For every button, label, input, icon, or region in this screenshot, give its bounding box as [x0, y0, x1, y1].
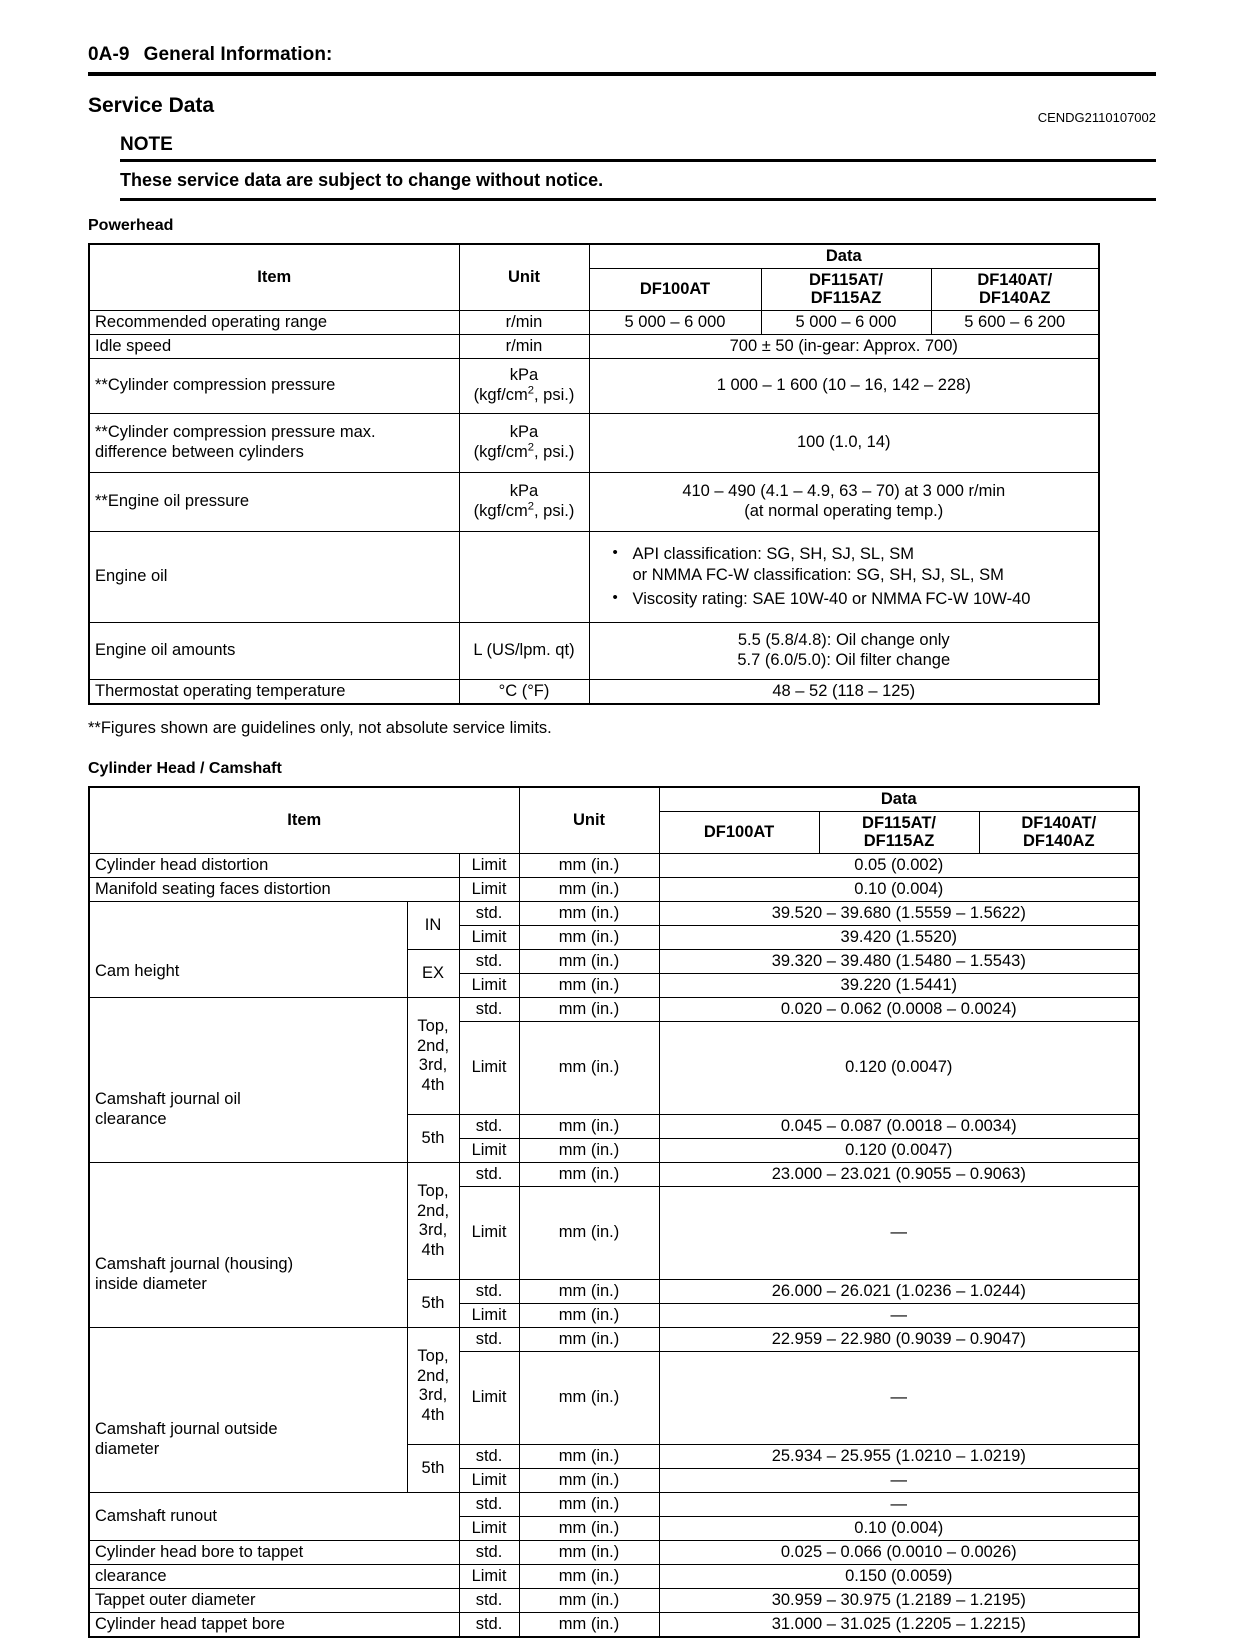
row-unit: mm (in.): [519, 1540, 659, 1564]
row-unit: mm (in.): [519, 1138, 659, 1162]
row-value-all: —: [659, 1303, 1139, 1327]
row-subgroup-line2: 2nd,: [416, 1366, 450, 1385]
row-unit: mm (in.): [519, 877, 659, 901]
col-header-data: Data: [659, 787, 1139, 812]
row-subgroup-line1: Top,: [417, 1017, 449, 1036]
row-unit-suffix: , psi.): [534, 501, 575, 520]
table-row: [89, 472, 1099, 531]
col-header-df140-line2: DF140AZ: [1023, 832, 1095, 851]
row-value-df115: 5 000 – 6 000: [761, 310, 931, 334]
list-item: [613, 589, 1094, 610]
col-header-df100at: DF100AT: [659, 811, 819, 853]
row-value-df140: 5 600 – 6 200: [931, 310, 1099, 334]
col-header-df115-line2: DF115AZ: [863, 832, 935, 851]
table-row: [89, 997, 1139, 1021]
header-divider: [88, 72, 1156, 76]
list-item: [613, 544, 1094, 587]
row-item: Thermostat operating temperature: [89, 679, 459, 704]
row-unit: mm (in.): [519, 1351, 659, 1444]
row-value-all: 23.000 – 23.021 (0.9055 – 0.9063): [659, 1162, 1139, 1186]
row-group-label: Camshaft runout: [89, 1492, 459, 1540]
row-value-all: 0.020 – 0.062 (0.0008 – 0.0024): [659, 997, 1139, 1021]
table-row: [89, 1588, 1139, 1612]
row-value-all: 1 000 – 1 600 (10 – 16, 142 – 228): [589, 358, 1099, 413]
table-row: [89, 1612, 1139, 1637]
note-label: NOTE: [120, 134, 173, 155]
row-unit-prefix: (kgf/cm: [473, 442, 528, 461]
row-item-line1: **Cylinder compression pressure max.: [95, 423, 376, 442]
row-item: **Engine oil pressure: [89, 472, 459, 531]
engine-oil-bullet-list: [595, 544, 1094, 610]
note-bottom-divider: [120, 198, 1156, 201]
row-value-all: 39.320 – 39.480 (1.5480 – 1.5543): [659, 949, 1139, 973]
row-qualifier: std.: [459, 1540, 519, 1564]
table-row: [89, 310, 1099, 334]
row-value-all: 25.934 – 25.955 (1.0210 – 1.0219): [659, 1444, 1139, 1468]
row-qualifier: std.: [459, 1588, 519, 1612]
row-unit: [459, 413, 589, 472]
row-subgroup-line1: Top,: [417, 1182, 449, 1201]
row-value-all: 31.000 – 31.025 (1.2205 – 1.2215): [659, 1612, 1139, 1637]
row-qualifier: std.: [459, 1162, 519, 1186]
row-unit-line1: kPa: [509, 482, 539, 501]
row-unit-line2: [465, 502, 584, 521]
row-unit: mm (in.): [519, 997, 659, 1021]
row-unit: r/min: [459, 334, 589, 358]
row-item-line2: difference between cylinders: [95, 442, 304, 461]
table-row: [89, 1162, 1139, 1186]
row-value-all: 0.05 (0.002): [659, 853, 1139, 877]
row-item: Cylinder head tappet bore: [89, 1612, 459, 1637]
row-item: **Cylinder compression pressure: [89, 358, 459, 413]
row-value-all: [589, 531, 1099, 622]
row-qualifier: Limit: [459, 1351, 519, 1444]
row-value-all: 0.150 (0.0059): [659, 1564, 1139, 1588]
row-qualifier: std.: [459, 1492, 519, 1516]
row-unit: mm (in.): [519, 925, 659, 949]
row-unit-superscript: 2: [527, 384, 534, 397]
row-group-label: [89, 1162, 407, 1327]
row-unit: L (US/lpm. qt): [459, 622, 589, 679]
row-subgroup-label: [407, 1327, 459, 1444]
col-header-df140: [931, 269, 1099, 311]
row-unit: mm (in.): [519, 1114, 659, 1138]
table-row: [89, 531, 1099, 622]
row-subgroup-line2: 2nd,: [416, 1036, 450, 1055]
row-unit-prefix: (kgf/cm: [473, 501, 528, 520]
row-unit-prefix: (kgf/cm: [473, 385, 528, 404]
col-header-item: Item: [89, 244, 459, 310]
row-unit: mm (in.): [519, 1327, 659, 1351]
col-header-df115-line1: DF115AT/: [809, 271, 883, 289]
section-title: General Information:: [143, 44, 333, 65]
row-item: Idle speed: [89, 334, 459, 358]
row-qualifier: Limit: [459, 1021, 519, 1114]
col-header-unit: Unit: [459, 244, 589, 310]
row-subgroup-label: 5th: [407, 1279, 459, 1327]
table-row: [89, 853, 1139, 877]
row-qualifier: Limit: [459, 853, 519, 877]
row-unit: [459, 472, 589, 531]
row-qualifier: Limit: [459, 1303, 519, 1327]
col-header-df140-line1: DF140AT/: [977, 271, 1053, 289]
row-subgroup-label: EX: [407, 949, 459, 997]
page-header: [88, 44, 1156, 72]
row-subgroup-label: [407, 1162, 459, 1279]
row-group-line1: Camshaft journal outside: [95, 1420, 278, 1439]
row-unit: mm (in.): [519, 1279, 659, 1303]
row-group-label: [89, 997, 407, 1162]
powerhead-heading: Powerhead: [88, 217, 174, 234]
row-subgroup-label: IN: [407, 901, 459, 949]
table-row: [89, 877, 1139, 901]
row-subgroup-line1: Top,: [417, 1347, 449, 1366]
row-group-line2: clearance: [95, 1109, 167, 1128]
row-value-all: —: [659, 1186, 1139, 1279]
note-text: These service data are subject to change without notice.: [120, 170, 604, 190]
table-row: [89, 1564, 1139, 1588]
row-value-line2: 5.7 (6.0/5.0): Oil filter change: [737, 650, 951, 669]
col-header-df115: [819, 811, 979, 853]
row-value-all: 39.420 (1.5520): [659, 925, 1139, 949]
row-subgroup-line4: 4th: [421, 1405, 445, 1424]
row-qualifier: std.: [459, 901, 519, 925]
row-group-line1: Camshaft journal oil: [95, 1090, 241, 1109]
col-header-df140-line2: DF140AZ: [978, 289, 1051, 308]
note-block: [120, 134, 1156, 201]
row-unit: mm (in.): [519, 1162, 659, 1186]
row-qualifier: std.: [459, 1327, 519, 1351]
table-row: [89, 679, 1099, 704]
row-value-all: 22.959 – 22.980 (0.9039 – 0.9047): [659, 1327, 1139, 1351]
row-unit: mm (in.): [519, 1516, 659, 1540]
row-unit-suffix: , psi.): [534, 385, 575, 404]
row-value-all: 700 ± 50 (in-gear: Approx. 700): [589, 334, 1099, 358]
row-group-line2: inside diameter: [95, 1274, 207, 1293]
row-unit-line2: [465, 443, 584, 462]
row-value-all: 48 – 52 (118 – 125): [589, 679, 1099, 704]
row-value-all: 100 (1.0, 14): [589, 413, 1099, 472]
row-qualifier: Limit: [459, 877, 519, 901]
row-qualifier: Limit: [459, 925, 519, 949]
row-value-all: —: [659, 1492, 1139, 1516]
table-row: [89, 622, 1099, 679]
row-unit: mm (in.): [519, 1444, 659, 1468]
row-unit: mm (in.): [519, 1468, 659, 1492]
col-header-df140: [979, 811, 1139, 853]
row-unit: mm (in.): [519, 1021, 659, 1114]
row-subgroup-line4: 4th: [421, 1075, 445, 1094]
table-row: [89, 901, 1139, 925]
row-value-all: 0.10 (0.004): [659, 877, 1139, 901]
row-value-all: —: [659, 1468, 1139, 1492]
row-unit-superscript: 2: [527, 441, 534, 454]
col-header-unit: Unit: [519, 787, 659, 853]
row-unit-line2: [465, 386, 584, 405]
bullet-line2: or NMMA FC-W classification: SG, SH, SJ, SL, SM: [632, 566, 1004, 585]
document-code: CENDG2110107002: [1037, 110, 1156, 125]
row-item: Engine oil amounts: [89, 622, 459, 679]
row-value-all: —: [659, 1351, 1139, 1444]
row-value-all: 0.045 – 0.087 (0.0018 – 0.0034): [659, 1114, 1139, 1138]
row-group-label: Cam height: [89, 901, 407, 997]
row-qualifier: Limit: [459, 1138, 519, 1162]
bullet-line1: API classification: SG, SH, SJ, SL, SM: [632, 544, 915, 563]
row-qualifier: std.: [459, 997, 519, 1021]
row-unit: °C (°F): [459, 679, 589, 704]
row-unit: mm (in.): [519, 1588, 659, 1612]
powerhead-table: [88, 243, 1100, 705]
row-subgroup-line2: 2nd,: [416, 1201, 450, 1220]
row-qualifier: std.: [459, 1279, 519, 1303]
row-value-line1: 5.5 (5.8/4.8): Oil change only: [737, 631, 950, 650]
row-subgroup-line3: 3rd,: [418, 1056, 448, 1075]
row-unit-line1: kPa: [509, 366, 539, 385]
row-item: Manifold seating faces distortion: [89, 877, 459, 901]
row-unit: mm (in.): [519, 1186, 659, 1279]
row-qualifier: Limit: [459, 1516, 519, 1540]
row-value-line1: 410 – 490 (4.1 – 4.9, 63 – 70) at 3 000 r/min: [682, 482, 1006, 501]
row-unit: mm (in.): [519, 949, 659, 973]
row-unit: [459, 531, 589, 622]
table-row: [89, 334, 1099, 358]
row-value-all: [589, 472, 1099, 531]
row-unit-superscript: 2: [527, 500, 534, 513]
row-group-line2: diameter: [95, 1439, 160, 1458]
cylinder-head-table: [88, 786, 1140, 1638]
table-row: [89, 1492, 1139, 1516]
col-header-df115-line2: DF115AZ: [810, 289, 882, 308]
row-unit: [459, 358, 589, 413]
row-value-all: 39.220 (1.5441): [659, 973, 1139, 997]
row-value-all: 0.10 (0.004): [659, 1516, 1139, 1540]
row-qualifier: Limit: [459, 1186, 519, 1279]
table-row: [89, 1327, 1139, 1351]
row-qualifier: Limit: [459, 973, 519, 997]
row-unit: r/min: [459, 310, 589, 334]
row-item: Cylinder head distortion: [89, 853, 459, 877]
row-qualifier: std.: [459, 1444, 519, 1468]
row-value-all: 0.120 (0.0047): [659, 1021, 1139, 1114]
section-number: 0A-9: [88, 44, 130, 65]
row-value-all: 39.520 – 39.680 (1.5559 – 1.5622): [659, 901, 1139, 925]
row-unit: mm (in.): [519, 1303, 659, 1327]
row-group-label: [89, 1327, 407, 1492]
row-subgroup-label: 5th: [407, 1114, 459, 1162]
row-item: [89, 413, 459, 472]
row-subgroup-label: [407, 997, 459, 1114]
col-header-data: Data: [589, 244, 1099, 269]
col-header-item: Item: [89, 787, 519, 853]
row-unit: mm (in.): [519, 1564, 659, 1588]
row-item: Tappet outer diameter: [89, 1588, 459, 1612]
row-group-line1: Camshaft journal (housing): [95, 1255, 294, 1274]
row-value-df100at: 5 000 – 6 000: [589, 310, 761, 334]
row-qualifier: std.: [459, 1114, 519, 1138]
row-qualifier: Limit: [459, 1468, 519, 1492]
row-unit-line1: kPa: [509, 423, 539, 442]
footnote: **Figures shown are guidelines only, not absolute service limits.: [88, 718, 552, 737]
page-title: Service Data: [88, 94, 215, 117]
row-value-all: [589, 622, 1099, 679]
row-group-label: Cylinder head bore to tappet: [89, 1540, 459, 1564]
row-subgroup-line3: 3rd,: [418, 1386, 448, 1405]
row-unit: mm (in.): [519, 1612, 659, 1637]
row-subgroup-line4: 4th: [421, 1240, 445, 1259]
col-header-df140-line1: DF140AT/: [1021, 813, 1097, 832]
cylinder-head-heading: Cylinder Head / Camshaft: [88, 759, 282, 777]
row-unit: mm (in.): [519, 901, 659, 925]
row-item: Engine oil: [89, 531, 459, 622]
col-header-df115-line1: DF115AT/: [862, 813, 936, 832]
col-header-df100at: DF100AT: [589, 269, 761, 311]
row-subgroup-label: 5th: [407, 1444, 459, 1492]
col-header-df115: [761, 269, 931, 311]
row-value-all: 30.959 – 30.975 (1.2189 – 1.2195): [659, 1588, 1139, 1612]
table-row: [89, 358, 1099, 413]
bullet-line1: Viscosity rating: SAE 10W-40 or NMMA FC-W 10W-40: [632, 589, 1031, 608]
table-header-row: [89, 244, 1099, 269]
row-unit: mm (in.): [519, 853, 659, 877]
table-header-row: [89, 787, 1139, 812]
title-row: [88, 94, 1156, 128]
row-qualifier: std.: [459, 1612, 519, 1637]
row-group-label-cont: clearance: [89, 1564, 459, 1588]
row-qualifier: std.: [459, 949, 519, 973]
row-value-line2: (at normal operating temp.): [744, 501, 944, 520]
table-row: [89, 1540, 1139, 1564]
row-value-all: 26.000 – 26.021 (1.0236 – 1.0244): [659, 1279, 1139, 1303]
row-unit-suffix: , psi.): [534, 442, 575, 461]
row-unit: mm (in.): [519, 1492, 659, 1516]
row-item: Recommended operating range: [89, 310, 459, 334]
row-subgroup-line3: 3rd,: [418, 1221, 448, 1240]
row-unit: mm (in.): [519, 973, 659, 997]
table-row: [89, 413, 1099, 472]
row-value-all: 0.120 (0.0047): [659, 1138, 1139, 1162]
row-value-all: 0.025 – 0.066 (0.0010 – 0.0026): [659, 1540, 1139, 1564]
row-qualifier: Limit: [459, 1564, 519, 1588]
